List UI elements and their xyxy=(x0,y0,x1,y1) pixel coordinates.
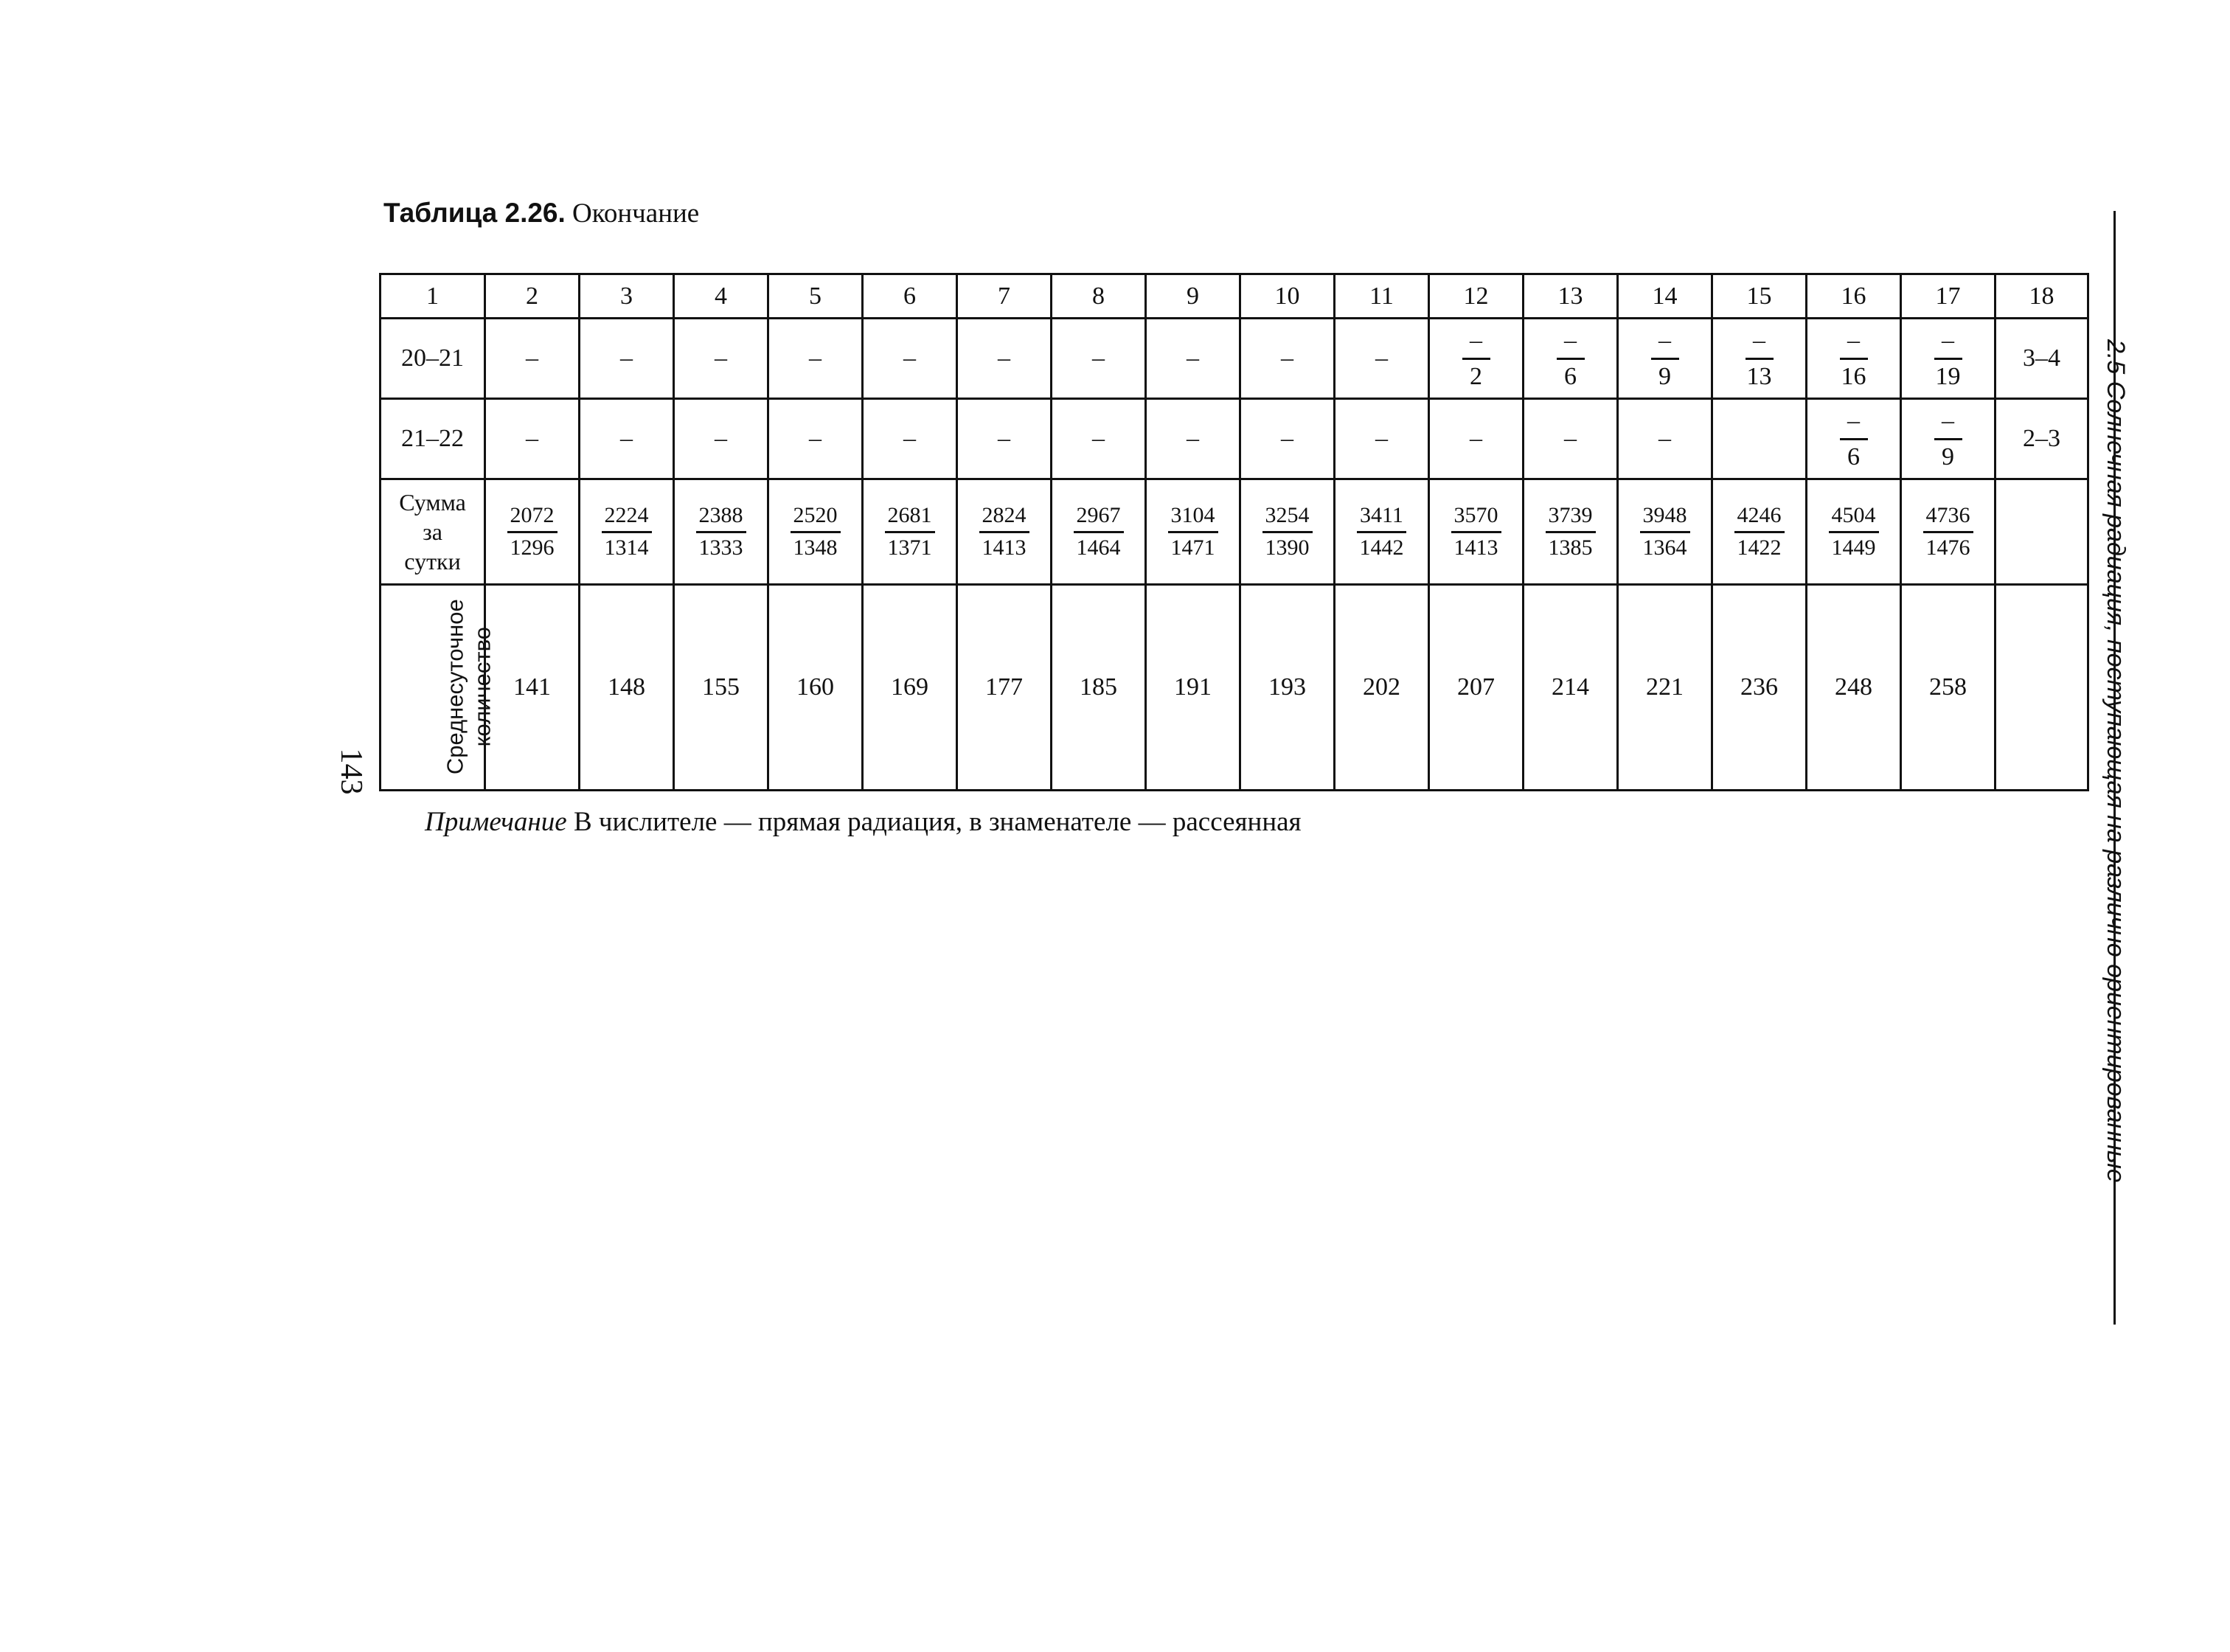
numerator: 3254 xyxy=(1262,503,1313,533)
column-header: 3 xyxy=(580,274,674,319)
fraction xyxy=(1734,503,1785,560)
dash-value: – xyxy=(809,425,822,453)
dash-value: – xyxy=(998,425,1010,453)
denominator: 1371 xyxy=(887,535,932,560)
dash-value: – xyxy=(1187,425,1199,453)
denominator: 1296 xyxy=(510,535,555,560)
sum-row xyxy=(381,479,2088,585)
note-label: Примечание xyxy=(425,807,567,837)
column-header: 5 xyxy=(768,274,863,319)
table-cell-empty xyxy=(1995,585,2088,791)
header-row xyxy=(381,274,2088,319)
table-cell xyxy=(863,319,957,399)
table-cell xyxy=(1240,319,1335,399)
fraction xyxy=(1746,326,1774,390)
fraction xyxy=(1262,503,1313,560)
denominator: 9 xyxy=(1658,362,1671,390)
numerator: 2681 xyxy=(885,503,935,533)
table-cell: 193 xyxy=(1240,585,1335,791)
column-header: 17 xyxy=(1901,274,1995,319)
table-cell: 155 xyxy=(674,585,768,791)
dash-value: – xyxy=(620,425,633,453)
cell-value: 2–3 xyxy=(2023,425,2060,453)
numerator: 2388 xyxy=(696,503,746,533)
denominator: 1390 xyxy=(1265,535,1310,560)
column-header: 4 xyxy=(674,274,768,319)
dash-value: – xyxy=(1281,344,1293,372)
table-cell xyxy=(1240,399,1335,479)
dash-value: – xyxy=(1281,425,1293,453)
fraction xyxy=(1074,503,1124,560)
dash-value: – xyxy=(1092,344,1105,372)
denominator: 1348 xyxy=(793,535,838,560)
numerator: 2224 xyxy=(602,503,652,533)
table-cell xyxy=(1146,319,1240,399)
fraction xyxy=(1557,326,1585,390)
denominator: 6 xyxy=(1564,362,1577,390)
column-header: 16 xyxy=(1807,274,1901,319)
table-cell xyxy=(1429,479,1524,585)
note-text: В числителе — прямая радиация, в знаменателе — рассеянная xyxy=(566,807,1302,837)
fraction xyxy=(1168,503,1218,560)
fraction xyxy=(1840,406,1868,471)
table-cell xyxy=(1146,479,1240,585)
denominator: 1413 xyxy=(1453,535,1498,560)
row-label: 21–22 xyxy=(381,399,485,479)
table-cell xyxy=(1712,319,1807,399)
table-cell: 191 xyxy=(1146,585,1240,791)
table-cell xyxy=(957,399,1052,479)
numerator: 4504 xyxy=(1829,503,1879,533)
table-cell xyxy=(1429,319,1524,399)
fraction xyxy=(1451,503,1501,560)
table-cell xyxy=(580,319,674,399)
dash-value: – xyxy=(1658,425,1671,453)
denominator: 2 xyxy=(1470,362,1482,390)
table-cell xyxy=(1712,399,1807,479)
table-cell xyxy=(1524,399,1618,479)
numerator: 3411 xyxy=(1357,503,1406,533)
table-cell xyxy=(863,399,957,479)
fraction xyxy=(791,503,841,560)
row-label xyxy=(381,585,496,791)
column-header: 15 xyxy=(1712,274,1807,319)
column-header: 14 xyxy=(1618,274,1712,319)
running-header: 2.5 Солнечная радиация, поступающая на различно ориентированные xyxy=(2102,339,2130,1183)
table-cell xyxy=(1052,319,1146,399)
dash-value: – xyxy=(715,344,727,372)
table-cell xyxy=(1618,479,1712,585)
table-cell-empty xyxy=(1995,479,2088,585)
fraction xyxy=(507,503,558,560)
table-cell: 258 xyxy=(1901,585,1995,791)
table-cell xyxy=(1995,399,2088,479)
label-line: за xyxy=(423,518,442,545)
denominator: 1422 xyxy=(1737,535,1782,560)
average-row xyxy=(381,585,2088,791)
fraction xyxy=(1934,326,1962,390)
denominator: 1385 xyxy=(1548,535,1593,560)
table-cell: 160 xyxy=(768,585,863,791)
table-cell xyxy=(674,479,768,585)
table-cell xyxy=(863,479,957,585)
dash-value: – xyxy=(1375,344,1388,372)
dash-value: – xyxy=(526,344,538,372)
table-cell xyxy=(485,399,580,479)
fraction xyxy=(1546,503,1596,560)
label-line: Сумма xyxy=(399,489,466,516)
dash-value: – xyxy=(809,344,822,372)
denominator: 1464 xyxy=(1076,535,1121,560)
table-cell xyxy=(768,479,863,585)
numerator: 4246 xyxy=(1734,503,1785,533)
dash-value: – xyxy=(1470,425,1482,453)
denominator: 6 xyxy=(1847,442,1860,471)
numerator: 3948 xyxy=(1640,503,1690,533)
table-cell xyxy=(1618,399,1712,479)
numerator: – xyxy=(1934,406,1962,440)
numerator: – xyxy=(1840,406,1868,440)
denominator: 1442 xyxy=(1359,535,1404,560)
denominator: 13 xyxy=(1746,362,1772,390)
column-header: 13 xyxy=(1524,274,1618,319)
caption-rest: Окончание xyxy=(565,198,700,229)
table-cell xyxy=(768,319,863,399)
column-header: 2 xyxy=(485,274,580,319)
table-cell xyxy=(485,479,580,585)
table-cell xyxy=(1712,479,1807,585)
denominator: 19 xyxy=(1935,362,1961,390)
table-cell: 221 xyxy=(1618,585,1712,791)
table-cell xyxy=(1240,479,1335,585)
fraction xyxy=(696,503,746,560)
dash-value: – xyxy=(998,344,1010,372)
denominator: 1471 xyxy=(1170,535,1215,560)
dash-value: – xyxy=(1092,425,1105,453)
table-cell xyxy=(1146,399,1240,479)
radiation-table xyxy=(379,273,2089,791)
label-line: сутки xyxy=(404,548,461,575)
numerator: 2824 xyxy=(979,503,1029,533)
column-header: 11 xyxy=(1335,274,1429,319)
numerator: – xyxy=(1557,326,1585,359)
column-header: 12 xyxy=(1429,274,1524,319)
dash-value: – xyxy=(620,344,633,372)
table-cell: 236 xyxy=(1712,585,1807,791)
row-label: 20–21 xyxy=(381,319,485,399)
row-label xyxy=(381,479,485,585)
numerator: 2967 xyxy=(1074,503,1124,533)
denominator: 9 xyxy=(1942,442,1954,471)
column-header: 8 xyxy=(1052,274,1146,319)
denominator: 1333 xyxy=(698,535,743,560)
table-cell xyxy=(1524,319,1618,399)
column-header: 6 xyxy=(863,274,957,319)
label-line: количество xyxy=(469,627,496,747)
fraction xyxy=(1462,326,1490,390)
table-cell xyxy=(1429,399,1524,479)
numerator: – xyxy=(1462,326,1490,359)
dash-value: – xyxy=(1564,425,1577,453)
label-line: Среднесуточное xyxy=(442,599,468,775)
numerator: 3570 xyxy=(1451,503,1501,533)
fraction xyxy=(885,503,935,560)
table-cell xyxy=(580,479,674,585)
table-cell xyxy=(768,399,863,479)
dash-value: – xyxy=(526,425,538,453)
table-row xyxy=(381,319,2088,399)
table-cell xyxy=(674,399,768,479)
table-cell xyxy=(674,319,768,399)
table-note xyxy=(425,806,1302,838)
table-cell xyxy=(957,319,1052,399)
denominator: 1449 xyxy=(1831,535,1876,560)
table-cell xyxy=(1995,319,2088,399)
caption-number: Таблица 2.26. xyxy=(383,198,566,228)
numerator: 3739 xyxy=(1546,503,1596,533)
table-caption xyxy=(383,198,699,229)
table-cell xyxy=(1052,399,1146,479)
fraction xyxy=(1840,326,1868,390)
table-cell xyxy=(1807,399,1901,479)
denominator: 1476 xyxy=(1925,535,1970,560)
dash-value: – xyxy=(903,425,916,453)
table-cell xyxy=(1618,319,1712,399)
fraction xyxy=(1829,503,1879,560)
table-cell: 207 xyxy=(1429,585,1524,791)
table-cell: 148 xyxy=(580,585,674,791)
fraction xyxy=(1640,503,1690,560)
table-cell: 177 xyxy=(957,585,1052,791)
table-cell xyxy=(1335,319,1429,399)
table-cell: 169 xyxy=(863,585,957,791)
table-cell: 185 xyxy=(1052,585,1146,791)
table-cell xyxy=(1807,479,1901,585)
fraction xyxy=(1934,406,1962,471)
denominator: 16 xyxy=(1841,362,1866,390)
vertical-label xyxy=(442,600,496,775)
numerator: 2520 xyxy=(791,503,841,533)
table-cell xyxy=(1901,399,1995,479)
numerator: – xyxy=(1651,326,1679,359)
fraction xyxy=(1651,326,1679,390)
denominator: 1364 xyxy=(1642,535,1687,560)
column-header: 1 xyxy=(381,274,485,319)
numerator: 2072 xyxy=(507,503,558,533)
fraction xyxy=(979,503,1029,560)
table-cell xyxy=(485,319,580,399)
fraction xyxy=(1923,503,1973,560)
table-cell xyxy=(1901,479,1995,585)
table-cell xyxy=(1335,479,1429,585)
table-cell xyxy=(580,399,674,479)
table-cell xyxy=(1052,479,1146,585)
numerator: – xyxy=(1840,326,1868,359)
table-cell xyxy=(1807,319,1901,399)
numerator: 4736 xyxy=(1923,503,1973,533)
column-header: 18 xyxy=(1995,274,2088,319)
table-row xyxy=(381,399,2088,479)
numerator: – xyxy=(1746,326,1774,359)
table-cell: 214 xyxy=(1524,585,1618,791)
cell-value: 3–4 xyxy=(2023,344,2060,372)
table-cell xyxy=(957,479,1052,585)
dash-value: – xyxy=(903,344,916,372)
table-cell: 248 xyxy=(1807,585,1901,791)
table-cell: 141 xyxy=(485,585,580,791)
numerator: – xyxy=(1934,326,1962,359)
table-cell xyxy=(1335,399,1429,479)
dash-value: – xyxy=(1375,425,1388,453)
table-cell xyxy=(1901,319,1995,399)
table-cell: 202 xyxy=(1335,585,1429,791)
denominator: 1314 xyxy=(604,535,649,560)
dash-value: – xyxy=(715,425,727,453)
numerator: 3104 xyxy=(1168,503,1218,533)
fraction xyxy=(1357,503,1406,560)
dash-value: – xyxy=(1187,344,1199,372)
page-number: 143 xyxy=(334,748,368,795)
fraction xyxy=(602,503,652,560)
denominator: 1413 xyxy=(982,535,1027,560)
column-header: 9 xyxy=(1146,274,1240,319)
column-header: 10 xyxy=(1240,274,1335,319)
column-header: 7 xyxy=(957,274,1052,319)
table-cell xyxy=(1524,479,1618,585)
